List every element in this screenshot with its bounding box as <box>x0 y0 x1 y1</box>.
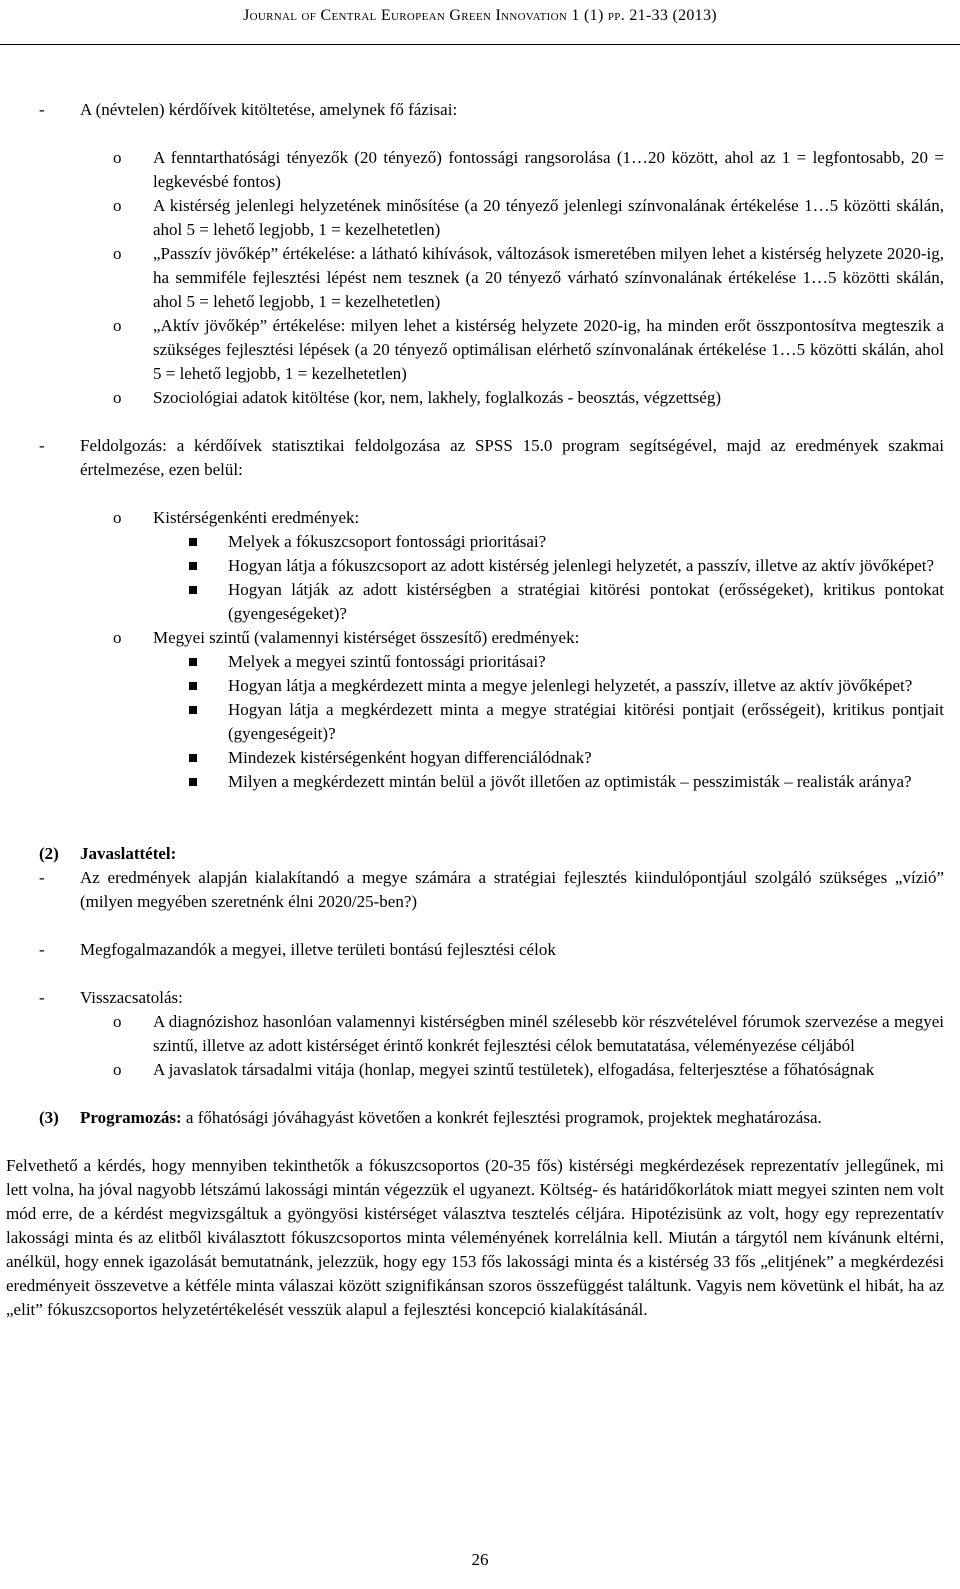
feedback-item: o A diagnózishoz hasonlóan valamennyi kistérségben minél szélesebb kör részvételével fórumok szervezése a megyei szintű, illetve az adott kistérséget érintő konkrét fejlesztési célok bemutatatása, véleményezése céljából <box>113 1012 944 1055</box>
question-item: Hogyan látja a megkérdezett minta a megye jelenlegi helyzetét, a passzív, illetve az aktív jövőképet? <box>228 674 944 698</box>
circle-marker: o <box>113 508 122 527</box>
group-title: o Kistérségenkénti eredmények: <box>153 506 944 530</box>
square-bullet-icon <box>189 778 197 786</box>
phase-item: o „Aktív jövőkép” értékelése: milyen lehet a kistérség helyzete 2020-ig, ha minden erőt összpontosítva megteszik a szükséges fejlesztési lépések (a 20 tényező optimálisan elérhető színvonalának értékelése 1…5 közötti skálán, ahol 5 = lehető legjobb, 1 = kezelhetetlen) <box>113 316 944 383</box>
section-number: (3) <box>39 1108 59 1127</box>
section-title: Programozás: <box>80 1108 182 1127</box>
section-number: (2) <box>39 844 59 863</box>
square-bullet-icon <box>189 682 197 690</box>
square-bullet-icon <box>189 586 197 594</box>
dash-marker: - <box>39 940 45 959</box>
circle-marker: o <box>113 1060 122 1079</box>
programozas-text: a főhatósági jóváhagyást követően a konkrét fejlesztési programok, projektek meghatározása. <box>185 1108 822 1127</box>
phase-item: o A kistérség jelenlegi helyzetének minősítése (a 20 tényező jelenlegi színvonalának értékelése 1…5 közötti skálán, ahol 5 = lehető legjobb, 1 = kezelhetetlen) <box>113 196 944 239</box>
question-item: Hogyan látják az adott kistérségben a stratégiai kitörési pontokat (erősségeket), kritikus pontokat (gyengeségeket)? <box>228 578 944 626</box>
phase-item: o „Passzív jövőkép” értékelése: a látható kihívások, változások ismeretében milyen lehet a kistérség helyzete 2020-ig, ha semmiféle fejlesztési lépést nem tesznek (a 20 tényező várható színvonalának értékelése 1…5 közötti skálán, ahol 5 = lehető legjobb, 1 = kezelhetetlen) <box>113 244 944 311</box>
proposal-item: - Megfogalmazandók a megyei, illetve területi bontású fejlesztési célok <box>0 938 960 962</box>
questionnaire-block <box>0 98 960 122</box>
processing-block <box>0 434 960 482</box>
question-item: Mindezek kistérségenként hogyan differenciálódnak? <box>228 746 944 770</box>
dash-marker: - <box>39 868 45 887</box>
body-paragraph: Felvethető a kérdés, hogy mennyiben tekinthetők a fókuszcsoportos (20-35 fős) kistérségi megkérdezések reprezentatív jellegűnek, mi lett volna, ha jóval nagyobb létszámú lakossági mintán végezzük el ugyanezt. Költség- és határidőkorlátok miatt megyei szinten nem volt mód erre, de a kérdést megvizsgáltuk a gyöngyösi kistérséget választva tesztelés céljára. Hipotézisünk az volt, hogy egy reprezentatív lakossági minta és az elitből kiválasztott fókuszcsoportos minta véleményének korrelálnia kell. Miután a tárgytól nem kívánunk eltérni, anélkül, hogy ennek igazolását bemutatnánk, jelezzük, hogy egy 153 fős lakossági minta és a kistérség 33 fős „elitjének” a megkérdezési eredményeit összevetve a kétféle minta válaszai között szignifikánsan szoros összefüggést találtunk. Vagyis nem követünk el hibát, ha az „elit” fókuszcsoportos helyzetértékelését vesszük alapul a fejlesztési koncepció kialakításánál. <box>6 1156 944 1319</box>
circle-marker: o <box>113 628 122 647</box>
questionnaire-intro: A (névtelen) kérdőívek kitöltetése, amelynek fő fázisai: <box>80 100 458 119</box>
circle-marker: o <box>113 196 122 215</box>
square-bullet-icon <box>189 658 197 666</box>
dash-marker: - <box>39 436 45 455</box>
square-bullet-icon <box>189 538 197 546</box>
feedback-block: - Visszacsatolás: <box>0 986 960 1010</box>
phase-item: o Szociológiai adatok kitöltése (kor, nem, lakhely, foglalkozás - beosztás, végzettség) <box>153 386 944 410</box>
proposal-item: - Az eredmények alapján kialakítandó a megye számára a stratégiai fejlesztés kiindulópontjául szolgáló szükséges „vízió” (milyen megyében szeretnénk élni 2020/25-ben?) <box>39 868 944 911</box>
square-bullet-icon <box>189 562 197 570</box>
circle-marker: o <box>113 388 122 407</box>
processing-intro: Feldolgozás: a kérdőívek statisztikai feldolgozása az SPSS 15.0 program segítségével, majd az eredmények szakmai értelmezése, ezen belül: <box>80 436 944 479</box>
javaslattetel-heading <box>39 842 944 866</box>
page-content <box>0 98 960 1322</box>
page-number: 26 <box>471 1550 489 1569</box>
circle-marker: o <box>113 1012 122 1031</box>
dash-marker: - <box>39 988 45 1007</box>
square-bullet-icon <box>189 706 197 714</box>
question-item: Melyek a fókuszcsoport fontossági prioritásai? <box>228 530 944 554</box>
question-item: Melyek a megyei szintű fontossági prioritásai? <box>228 650 944 674</box>
square-bullet-icon <box>189 754 197 762</box>
question-item: Hogyan látja a megkérdezett minta a megye stratégiai kitörési pontjait (erősségeit), kritikus pontjait (gyengeségeit)? <box>228 698 944 746</box>
question-item: Milyen a megkérdezett mintán belül a jövőt illetően az optimisták – pesszimisták – realisták aránya? <box>228 770 944 794</box>
phase-item: o A fenntarthatósági tényezők (20 tényező) fontossági rangsorolása (1…20 között, ahol az 1 = legfontosabb, 20 = legkevésbé fontos) <box>113 148 944 191</box>
dash-marker: - <box>39 100 45 119</box>
group-title: o Megyei szintű (valamennyi kistérséget összesítő) eredmények: <box>153 626 944 650</box>
question-item: Hogyan látja a fókuszcsoport az adott kistérség jelenlegi helyzetét, a passzív, illetve az aktív jövőképet? <box>228 554 944 578</box>
circle-marker: o <box>113 316 122 335</box>
circle-marker: o <box>113 148 122 167</box>
section-title: Javaslattétel: <box>80 844 177 863</box>
feedback-item: o A javaslatok társadalmi vitája (honlap, megyei szintű testületek), elfogadása, felterjesztése a főhatóságnak <box>153 1058 944 1082</box>
circle-marker: o <box>113 244 122 263</box>
journal-header: Journal of Central European Green Innovation 1 (1) pp. 21-33 (2013) <box>243 7 717 24</box>
header-rule <box>0 44 960 45</box>
programozas-block <box>39 1106 944 1130</box>
